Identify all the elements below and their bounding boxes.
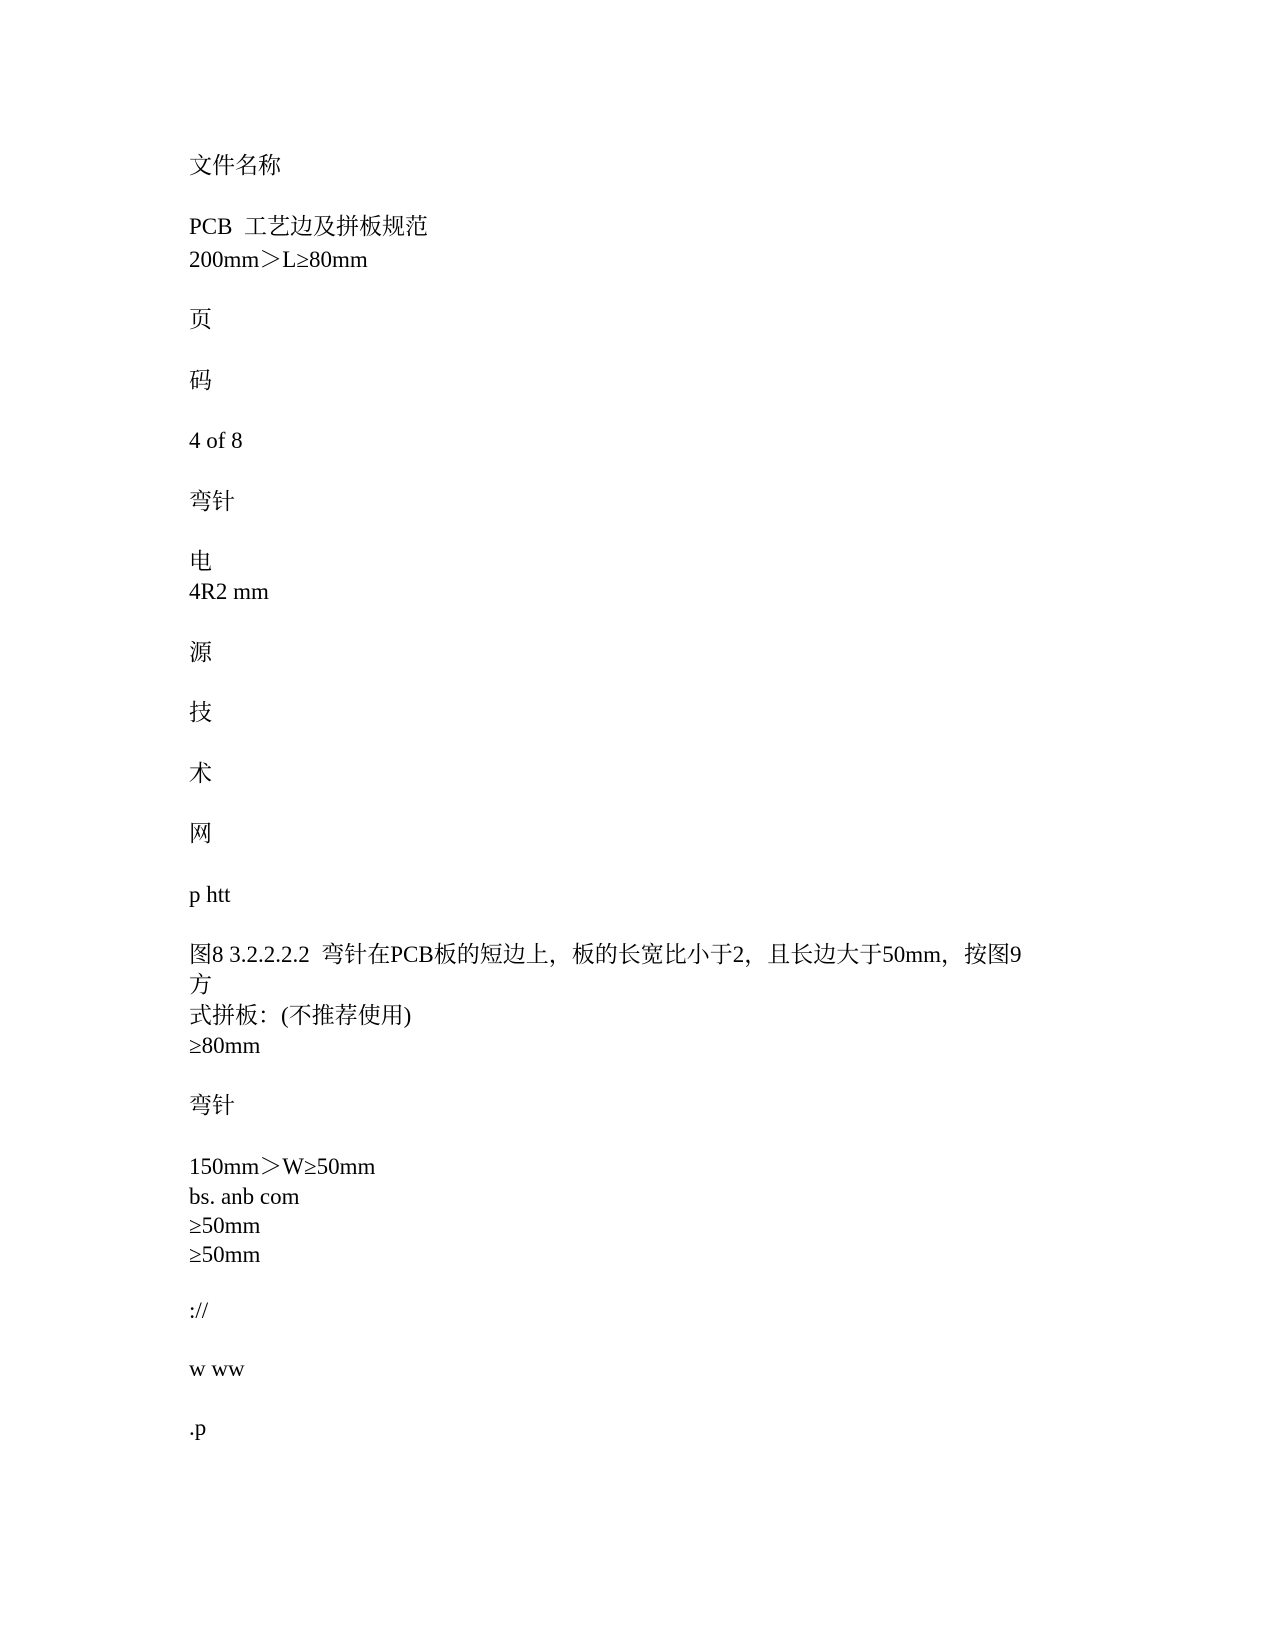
dimension-text-3: ≥50mm [189,1242,261,1267]
page-label-char-1: 页 [189,307,212,332]
watermark-fragment-4: w ww [189,1356,245,1381]
dimension-text-2: ≥50mm [189,1213,261,1238]
watermark-char-2: 源 [189,640,212,665]
watermark-fragment-1: p htt [189,882,231,907]
document-title: PCB 工艺边及拼板规范 [189,214,428,239]
length-range-text: 200mm＞L≥80mm [189,247,368,272]
watermark-char-4: 术 [189,761,212,786]
bent-pin-label: 弯针 [189,489,235,514]
watermark-fragment-2: bs. anb com [189,1184,300,1209]
page-label-char-2: 码 [189,368,212,393]
watermark-char-1: 电 [189,549,212,574]
file-name-label: 文件名称 [189,153,281,178]
radius-dimension-text: 4R2 mm [189,579,269,604]
section-paragraph-line-2: 方 [189,972,212,997]
dimension-text-1: ≥80mm [189,1033,261,1058]
watermark-char-5: 网 [189,821,212,846]
page-number: 4 of 8 [189,428,243,453]
watermark-fragment-5: .p [189,1415,207,1440]
section-paragraph-line-1: 图8 3.2.2.2.2 弯针在PCB板的短边上，板的长宽比小于2，且长边大于50mm，按图9 [189,942,1022,967]
width-range-text: 150mm＞W≥50mm [189,1154,376,1179]
watermark-fragment-3: :// [189,1298,209,1323]
watermark-char-3: 技 [189,700,212,725]
section-paragraph-line-3: 式拼板：(不推荐使用) [189,1003,412,1028]
bent-pin-label-2: 弯针 [189,1093,235,1118]
